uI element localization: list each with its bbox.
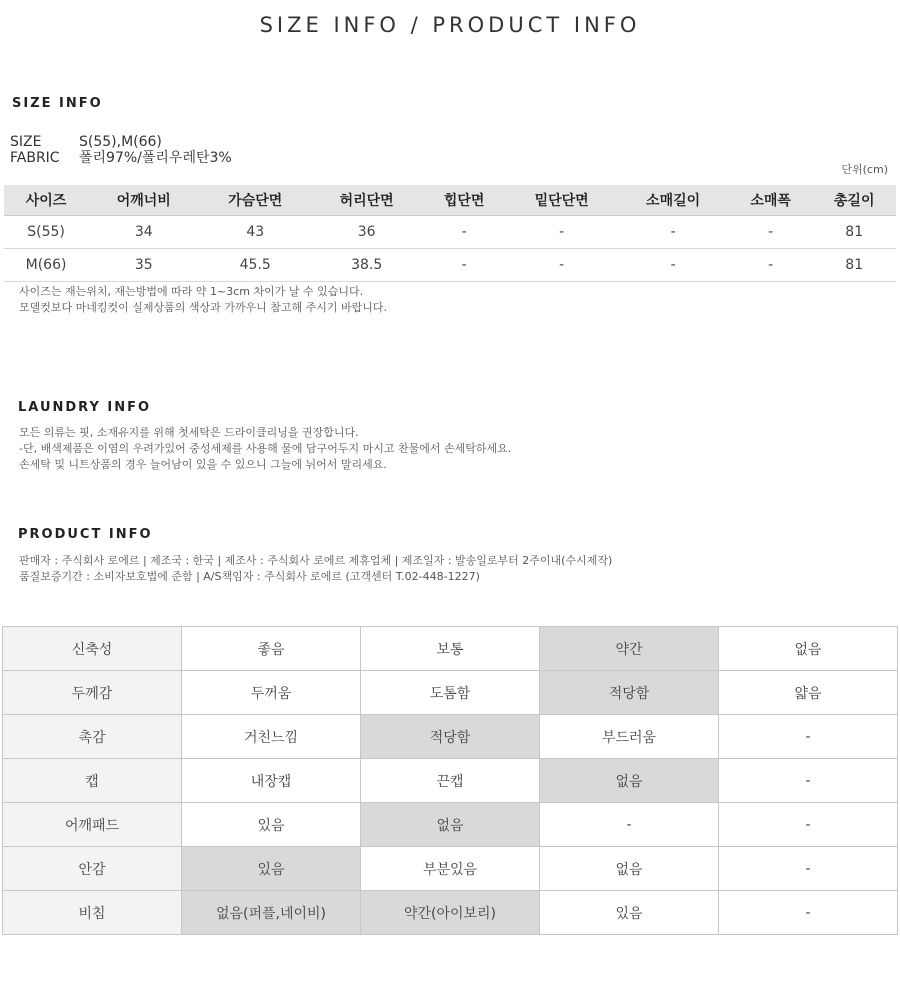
column-header: 어깨너비 xyxy=(88,185,199,216)
size-table xyxy=(4,185,896,282)
attribute-name: 안감 xyxy=(3,847,182,891)
column-header: 사이즈 xyxy=(4,185,88,216)
attribute-option: 보통 xyxy=(361,627,540,671)
attribute-option: 없음 xyxy=(540,759,719,803)
size-spec xyxy=(10,134,162,150)
attribute-option: 도톰함 xyxy=(361,671,540,715)
attribute-row xyxy=(3,627,898,671)
attribute-name: 신축성 xyxy=(3,627,182,671)
table-row xyxy=(4,249,896,282)
attribute-row xyxy=(3,847,898,891)
attribute-name: 캡 xyxy=(3,759,182,803)
table-cell: S(55) xyxy=(4,216,88,249)
laundry-note-line: 모든 의류는 핏, 소재유지를 위해 첫세탁은 드라이클리닝을 권장합니다. xyxy=(19,426,359,439)
size-note-line: 모델컷보다 마네킹컷이 실제상품의 색상과 가까우니 참고해 주시기 바랍니다. xyxy=(19,301,388,314)
attribute-option: 있음 xyxy=(540,891,719,935)
table-cell: 38.5 xyxy=(311,249,422,282)
attribute-option: 부드러움 xyxy=(540,715,719,759)
attribute-option: 없음(퍼플,네이비) xyxy=(182,891,361,935)
page-title: SIZE INFO / PRODUCT INFO xyxy=(259,13,641,37)
table-cell: 81 xyxy=(812,249,896,282)
attribute-option: 약간(아이보리) xyxy=(361,891,540,935)
column-header: 허리단면 xyxy=(311,185,422,216)
attribute-option: - xyxy=(540,803,719,847)
attribute-option: - xyxy=(719,803,898,847)
attribute-row xyxy=(3,715,898,759)
table-cell: - xyxy=(422,216,506,249)
attribute-option: 약간 xyxy=(540,627,719,671)
attribute-option: 없음 xyxy=(540,847,719,891)
attribute-name: 어깨패드 xyxy=(3,803,182,847)
attribute-row xyxy=(3,891,898,935)
table-cell: M(66) xyxy=(4,249,88,282)
table-cell: - xyxy=(617,216,728,249)
laundry-info-heading: LAUNDRY INFO xyxy=(18,400,152,415)
table-cell: 36 xyxy=(311,216,422,249)
laundry-note-line: -단, 배색제품은 이염의 우려가있어 중성세제를 사용해 물에 담구어두지 마시고 찬물에서 손세탁하세요. xyxy=(19,442,512,455)
attribute-option: 얇음 xyxy=(719,671,898,715)
attribute-option: - xyxy=(719,715,898,759)
table-cell: - xyxy=(617,249,728,282)
column-header: 총길이 xyxy=(812,185,896,216)
size-note-line: 사이즈는 재는위치, 재는방법에 따라 약 1~3cm 차이가 날 수 있습니다. xyxy=(19,285,364,298)
attribute-option: 끈캡 xyxy=(361,759,540,803)
attribute-table xyxy=(2,626,898,935)
attribute-name: 두께감 xyxy=(3,671,182,715)
table-cell: - xyxy=(506,249,617,282)
fabric-spec-label: FABRIC xyxy=(10,150,60,166)
attribute-option: 내장캡 xyxy=(182,759,361,803)
attribute-option: 있음 xyxy=(182,803,361,847)
table-cell: 43 xyxy=(200,216,311,249)
attribute-option: - xyxy=(719,891,898,935)
attribute-option: 없음 xyxy=(361,803,540,847)
attribute-option: 있음 xyxy=(182,847,361,891)
attribute-option: 두꺼움 xyxy=(182,671,361,715)
attribute-row xyxy=(3,803,898,847)
attribute-name: 촉감 xyxy=(3,715,182,759)
size-notes xyxy=(19,284,387,316)
attribute-option: 좋음 xyxy=(182,627,361,671)
product-note-line: 품질보증기간 : 소비자보호법에 준함 | A/S책임자 : 주식회사 로에르 (고객센터 T.02-448-1227) xyxy=(19,570,480,583)
size-info-heading: SIZE INFO xyxy=(12,96,103,111)
attribute-option: - xyxy=(719,759,898,803)
attribute-row xyxy=(3,759,898,803)
column-header: 소매길이 xyxy=(617,185,728,216)
product-notes xyxy=(19,553,612,585)
column-header: 힙단면 xyxy=(422,185,506,216)
size-spec-label: SIZE xyxy=(10,134,42,150)
size-table-header-row xyxy=(4,185,896,216)
table-cell: - xyxy=(506,216,617,249)
attribute-row xyxy=(3,671,898,715)
table-cell: 81 xyxy=(812,216,896,249)
laundry-note-line: 손세탁 및 니트상품의 경우 늘어남이 있을 수 있으니 그늘에 뉘어서 말리세요. xyxy=(19,458,387,471)
fabric-spec xyxy=(10,150,232,166)
table-cell: - xyxy=(729,216,813,249)
table-cell: 45.5 xyxy=(200,249,311,282)
attribute-option: 부분있음 xyxy=(361,847,540,891)
table-cell: 35 xyxy=(88,249,199,282)
column-header: 소매폭 xyxy=(729,185,813,216)
table-cell: 34 xyxy=(88,216,199,249)
product-info-heading: PRODUCT INFO xyxy=(18,527,153,542)
attribute-name: 비침 xyxy=(3,891,182,935)
column-header: 밑단단면 xyxy=(506,185,617,216)
attribute-option: 적당함 xyxy=(361,715,540,759)
column-header: 가슴단면 xyxy=(200,185,311,216)
table-row xyxy=(4,216,896,249)
table-cell: - xyxy=(729,249,813,282)
attribute-option: 거친느낌 xyxy=(182,715,361,759)
fabric-spec-value: 폴리97%/폴리우레탄3% xyxy=(79,150,232,166)
product-note-line: 판매자 : 주식회사 로에르 | 제조국 : 한국 | 제조사 : 주식회사 로에르 제휴업체 | 제조일자 : 발송일로부터 2주이내(수시제작) xyxy=(19,554,613,567)
attribute-option: 적당함 xyxy=(540,671,719,715)
table-cell: - xyxy=(422,249,506,282)
unit-label: 단위(cm) xyxy=(841,163,888,176)
laundry-notes xyxy=(19,425,511,473)
attribute-option: 없음 xyxy=(719,627,898,671)
attribute-option: - xyxy=(719,847,898,891)
size-spec-value: S(55),M(66) xyxy=(79,134,162,150)
